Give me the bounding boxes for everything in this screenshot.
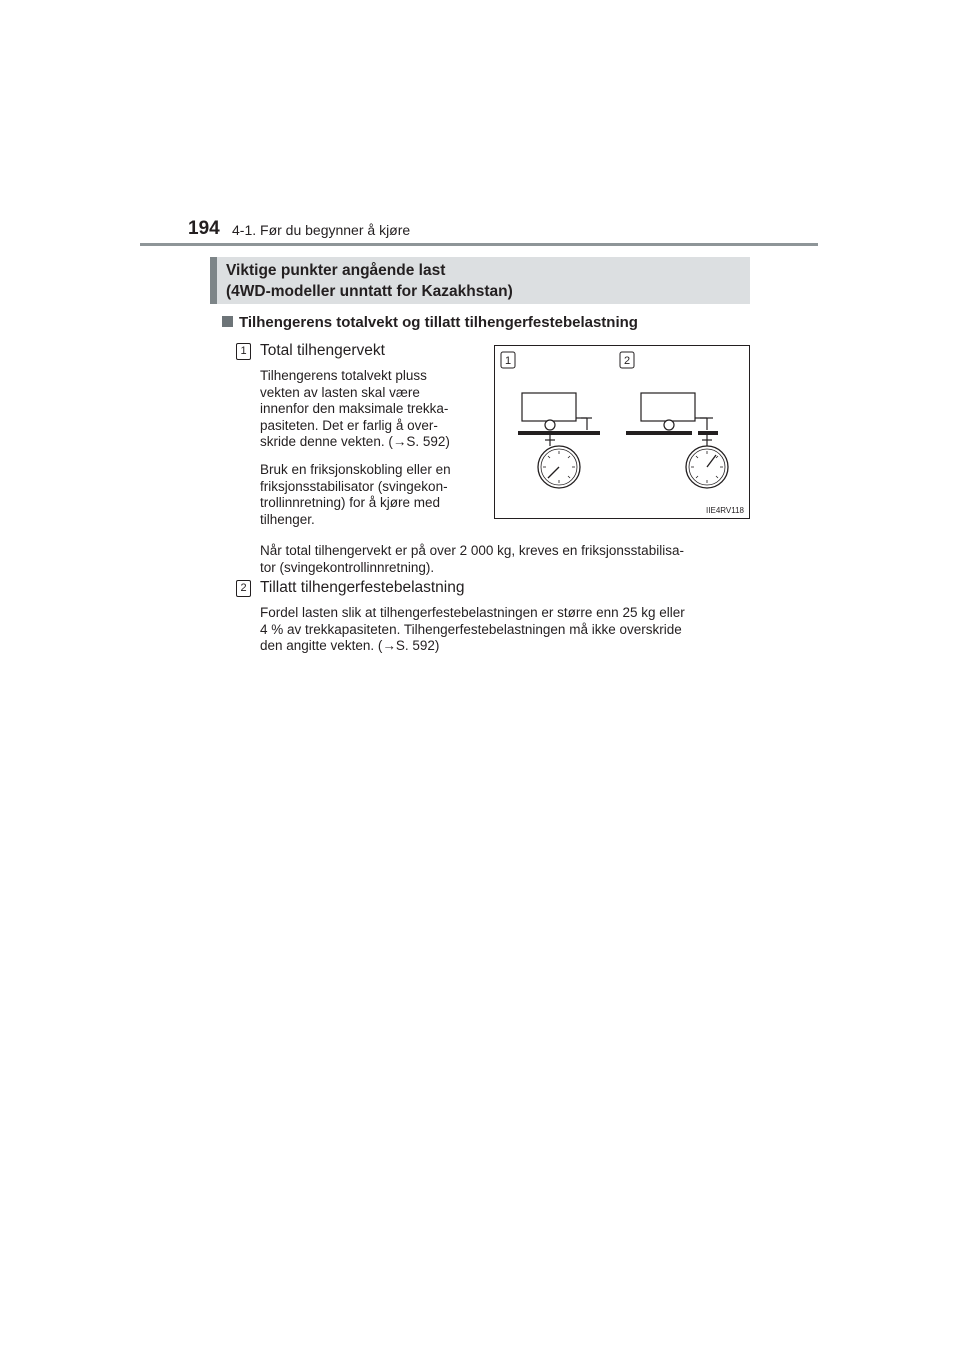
section-title: 4-1. Før du begynner å kjøre bbox=[232, 222, 411, 238]
figure-label-2: 2 bbox=[623, 355, 631, 367]
page-number: 194 bbox=[188, 218, 220, 239]
subheading-text: Tilhengerens totalvekt og tillatt tilhengerfestebelastning bbox=[239, 314, 638, 331]
item-number-badge: 2 bbox=[236, 580, 251, 597]
paragraph-tongue-load bbox=[260, 605, 750, 655]
trailer-tongue-weight-illustration bbox=[626, 393, 728, 488]
text-line: tilhenger. bbox=[260, 511, 315, 527]
text-line: innenfor den maksimale trekka- bbox=[260, 401, 449, 416]
box-heading-line-1: Viktige punkter angående last bbox=[226, 262, 446, 279]
box-heading-line-2: (4WD-modeller unntatt for Kazakhstan) bbox=[226, 283, 513, 300]
trailer-total-weight-illustration bbox=[518, 393, 600, 488]
trailer-weight-figure bbox=[494, 345, 750, 519]
item-number-badge: 1 bbox=[236, 343, 251, 360]
header-divider bbox=[140, 243, 818, 246]
subheading bbox=[222, 314, 638, 331]
box-heading bbox=[210, 257, 750, 304]
text-line: 4 % av trekkapasiteten. Tilhengerfestebelastningen må ikke overskride bbox=[260, 621, 682, 637]
text-line: den angitte vekten. (→S. 592) bbox=[260, 638, 440, 653]
text-line: pasiteten. Det er farlig å over- bbox=[260, 417, 438, 433]
text-line: Når total tilhengervekt er på over 2 000 kg, kreves en friksjonsstabilisa- bbox=[260, 543, 684, 558]
figure-label-1: 1 bbox=[504, 355, 512, 367]
text-line: Fordel lasten slik at tilhengerfestebelastningen er større enn 25 kg eller bbox=[260, 605, 685, 620]
figure-code: IIE4RV118 bbox=[706, 506, 744, 515]
text-line: Bruk en friksjonskobling eller en bbox=[260, 462, 451, 477]
trailer-scale-illustration bbox=[495, 346, 749, 518]
square-bullet-icon bbox=[222, 316, 233, 327]
item-title-total-weight: Total tilhengervekt bbox=[260, 342, 385, 359]
paragraph-friction-coupling bbox=[260, 462, 476, 528]
text-line: trollinnretning) for å kjøre med bbox=[260, 495, 441, 510]
text-line: vekten av lasten skal være bbox=[260, 384, 420, 400]
item-title-tongue-load: Tillatt tilhengerfestebelastning bbox=[260, 579, 465, 596]
paragraph-total-weight bbox=[260, 368, 476, 451]
paragraph-stabilizer-required bbox=[260, 543, 750, 576]
text-line: Tilhengerens totalvekt pluss bbox=[260, 368, 427, 383]
text-line: friksjonsstabilisator (svingekon- bbox=[260, 478, 448, 494]
text-line: skride denne vekten. (→S. 592) bbox=[260, 434, 450, 449]
text-line: tor (svingekontrollinnretning). bbox=[260, 559, 435, 575]
